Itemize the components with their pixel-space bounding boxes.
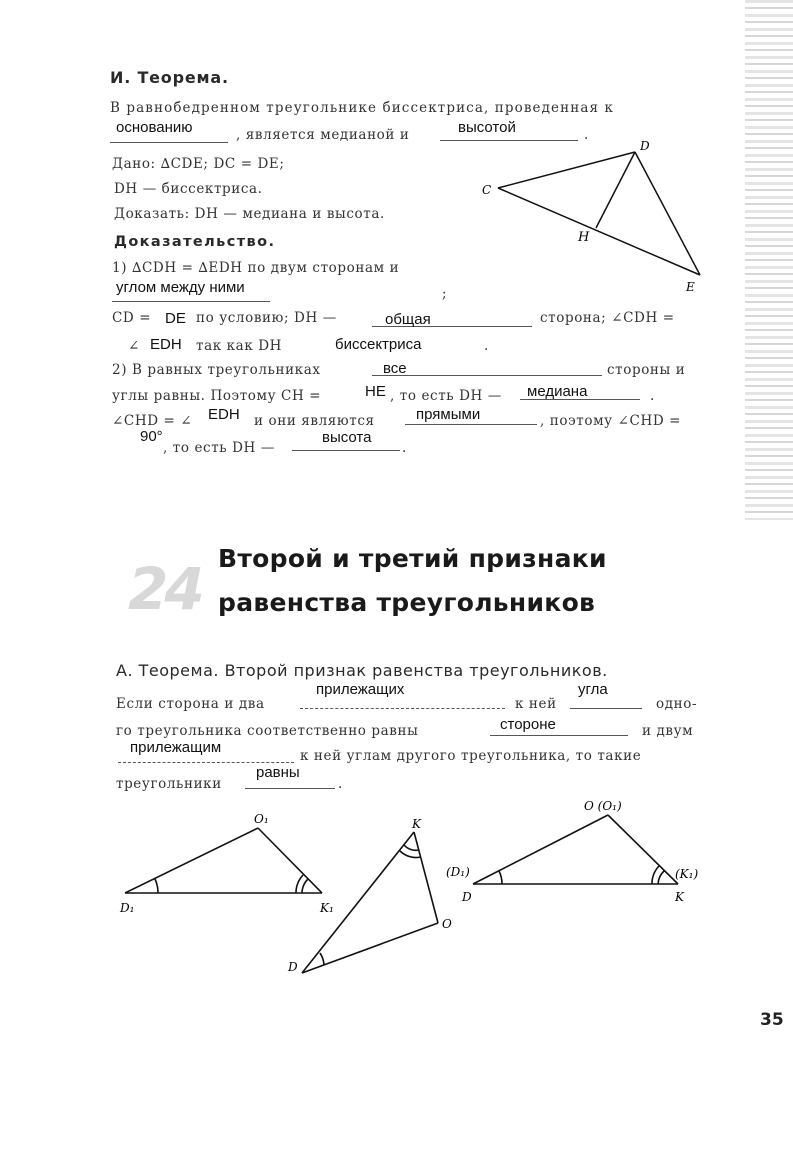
proof-line-4a: ∠ <box>128 338 140 354</box>
period-5: . <box>338 776 343 792</box>
proof-line-3b: по условию; DH — <box>196 310 337 326</box>
answer-bisector: биссектриса <box>335 336 422 353</box>
proof-line-7b: и они являются <box>254 413 375 429</box>
answer-edh: EDH <box>150 336 182 353</box>
section-a-title: А. Теорема. Второй признак равенства треугольников. <box>116 661 608 680</box>
vertex-label-e: E <box>686 280 695 294</box>
answer-de: DE <box>165 310 186 327</box>
proof-line-5b: стороны и <box>607 362 686 378</box>
label-o: O <box>442 917 452 931</box>
proof-line-7c: , поэтому ∠CHD = <box>540 413 682 429</box>
label-d-3: D <box>462 890 472 904</box>
scan-edge-strip <box>745 0 793 520</box>
period-2: . <box>484 338 489 354</box>
section-i-title: И. Теорема. <box>110 68 229 87</box>
answer-edh-2: EDH <box>208 406 240 423</box>
section-a-line-2b: и двум <box>642 723 694 739</box>
given-2: DH — биссектриса. <box>114 181 263 197</box>
answer-altitude: высота <box>322 429 372 446</box>
vertex-label-c: C <box>482 183 492 197</box>
answer-height: высотой <box>458 119 516 136</box>
theorem-line-2: , является медианой и <box>236 127 410 143</box>
label-k1: K₁ <box>320 901 334 915</box>
answer-right: прямыми <box>416 406 481 423</box>
label-o1: O₁ <box>254 812 269 826</box>
chapter-title-line-1: Второй и третий признаки <box>218 544 607 573</box>
triangles-figure <box>110 795 720 985</box>
label-k: K <box>412 817 421 831</box>
section-a-line-2a: го треугольника соответственно равны <box>116 723 419 739</box>
answer-adjacent-2: прилежащим <box>130 739 222 756</box>
vertex-label-d: D <box>640 139 650 153</box>
proof-line-3a: CD = <box>112 310 152 326</box>
proof-line-4b: так как DH <box>196 338 283 354</box>
label-d: D <box>288 960 298 974</box>
proof-line-6b: , то есть DH — <box>390 388 502 404</box>
proof-line-8: , то есть DH — <box>163 440 275 456</box>
chapter-title-line-2: равенства треугольников <box>218 588 596 617</box>
prove-statement: Доказать: DH — медиана и высота. <box>114 206 385 222</box>
label-k-3: K <box>675 890 684 904</box>
given-1: Дано: ∆CDE; DC = DE; <box>112 156 285 172</box>
answer-he: HE <box>365 383 386 400</box>
label-k1-paren: (K₁) <box>675 867 699 881</box>
theorem-line-1: В равнобедренном треугольнике биссектриса, проведенная к <box>110 100 615 116</box>
triangle-cde-figure <box>470 135 720 300</box>
section-a-line-1a: Если сторона и два <box>116 696 265 712</box>
section-a-line-3: к ней углам другого треугольника, то такие <box>300 748 642 764</box>
proof-line-1: 1) ∆CDH = ∆EDH по двум сторонам и <box>112 260 400 276</box>
period-3: . <box>650 388 655 404</box>
answer-adjacent: прилежащих <box>316 681 405 698</box>
proof-title: Доказательство. <box>114 234 276 250</box>
answer-all: все <box>383 360 407 377</box>
semicolon: ; <box>442 286 448 302</box>
proof-line-6a: углы равны. Поэтому CH = <box>112 388 322 404</box>
proof-line-3c: сторона; ∠CDH = <box>540 310 675 326</box>
label-d1-paren: (D₁) <box>446 865 470 879</box>
proof-line-7a: ∠CHD = ∠ <box>112 413 193 429</box>
label-o-o1: O (O₁) <box>584 799 622 813</box>
answer-90: 90° <box>140 428 163 445</box>
period-4: . <box>402 440 407 456</box>
answer-angle-between: углом между ними <box>116 279 245 296</box>
answer-equal: равны <box>256 764 300 781</box>
section-a-line-4: треугольники <box>116 776 222 792</box>
answer-angle: угла <box>578 681 608 698</box>
answer-common: общая <box>385 311 431 328</box>
page-number: 35 <box>760 1010 784 1030</box>
section-a-line-1c: одно- <box>656 696 698 712</box>
proof-line-5a: 2) В равных треугольниках <box>112 362 321 378</box>
answer-median: медиана <box>527 383 588 400</box>
answer-side: стороне <box>500 716 556 733</box>
answer-base: основанию <box>116 119 193 136</box>
section-a-line-1b: к ней <box>515 696 557 712</box>
chapter-number: 24 <box>128 555 201 623</box>
label-d1: D₁ <box>120 901 135 915</box>
point-label-h: H <box>578 230 590 245</box>
period-1: . <box>584 127 589 143</box>
